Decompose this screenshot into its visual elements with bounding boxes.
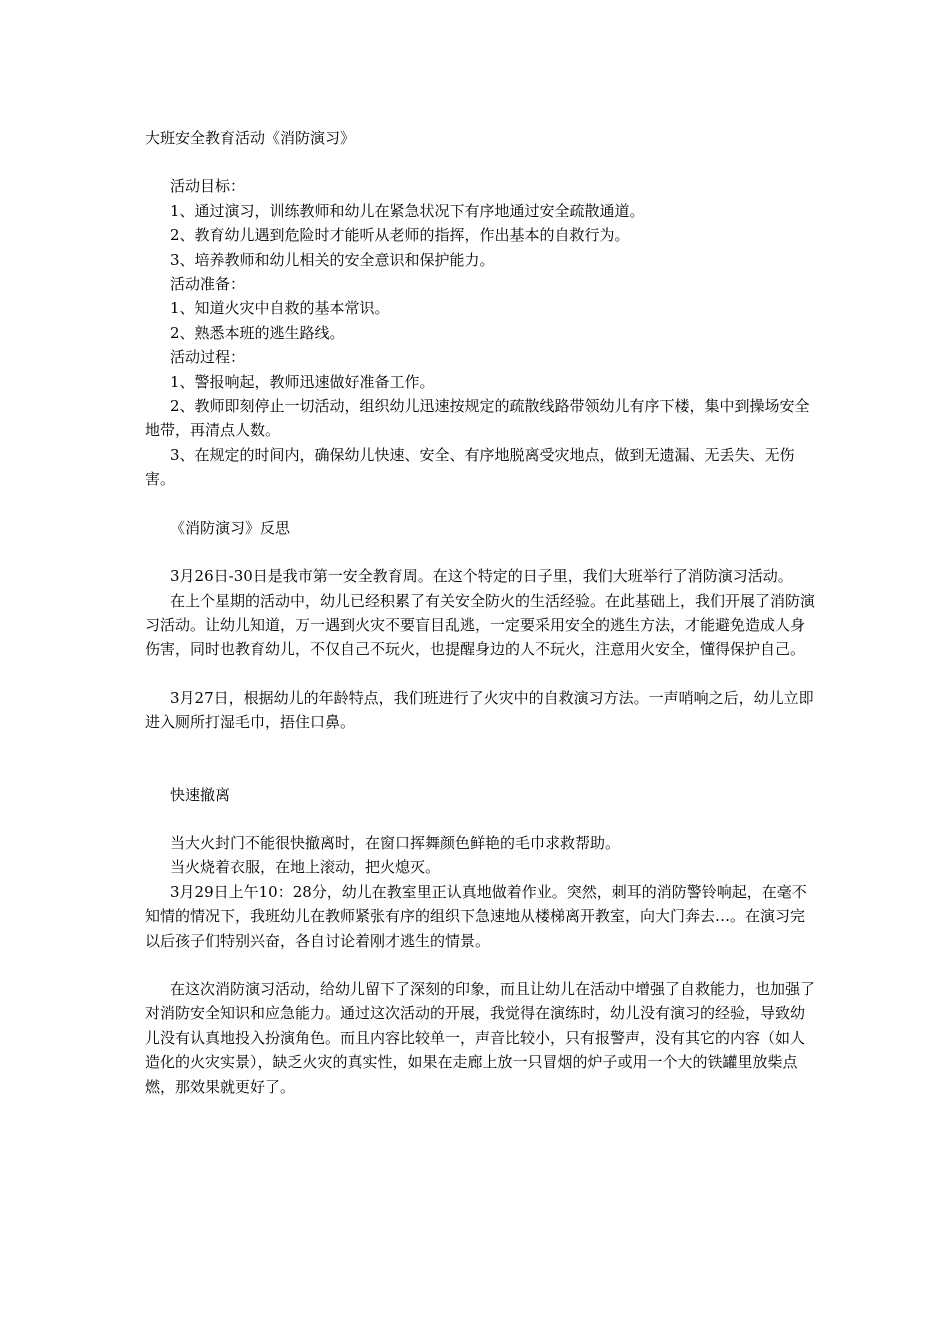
- process-item: 1、警报响起，教师迅速做好准备工作。: [170, 372, 435, 391]
- evac-paragraph: 当火烧着衣服，在地上滚动，把火熄灭。: [170, 858, 441, 877]
- prep-heading: 活动准备：: [170, 275, 246, 294]
- reflection-heading: 《消防演习》反思: [170, 518, 291, 537]
- reflection-paragraph: 在上个星期的活动中，幼儿已经积累了有关安全防火的生活经验。在此基础上，我们开展了消防演习活动。让幼儿知道，万一遇到火灾不要盲目乱逃，一定要采用安全的逃生方法，才能避免造成人身伤害，同时也教育幼儿，不仅自己不玩火，也提醒身边的人不玩火，注意用火安全，懂得保护自己。: [145, 591, 816, 659]
- evac-paragraph: 当大火封门不能很快撤离时，在窗口挥舞颜色鲜艳的毛巾求救帮助。: [170, 833, 621, 852]
- spacer: [145, 953, 815, 977]
- process-heading: 活动过程：: [170, 348, 246, 367]
- reflection-paragraph: 3月26日-30日是我市第一安全教育周。在这个特定的日子里，我们大班举行了消防演习活动。: [170, 567, 793, 586]
- spacer: [145, 492, 815, 516]
- goal-item: 2、教育幼儿遇到危险时才能听从老师的指挥，作出基本的自救行为。: [170, 226, 630, 245]
- goal-item: 3、培养教师和幼儿相关的安全意识和保护能力。: [170, 250, 495, 269]
- prep-item: 2、熟悉本班的逃生路线。: [170, 323, 345, 342]
- process-item: 3、在规定的时间内，确保幼儿快速、安全、有序地脱离受灾地点，做到无遗漏、无丢失、无伤害。: [145, 445, 795, 489]
- prep-item: 1、知道火灾中自救的基本常识。: [170, 299, 390, 318]
- spacer: [145, 662, 815, 686]
- document-title: 大班安全教育活动《消防演习》: [145, 129, 356, 147]
- process-item: 2、教师即刻停止一切活动，组织幼儿迅速按规定的疏散线路带领幼儿有序下楼，集中到操场安全地带，再清点人数。: [145, 397, 810, 440]
- spacer: [145, 807, 815, 831]
- evac-paragraph: 3月29日上午10：28分，幼儿在教室里正认真地做着作业。突然，刺耳的消防警铃响起，在毫不知情的情况下，我班幼儿在教师紧张有序的组织下急速地从楼梯离开教室，向大门奔去…。在演习完以后孩子们特别兴奋，各自讨论着刚才逃生的情景。: [145, 882, 807, 950]
- goal-heading: 活动目标：: [170, 177, 246, 196]
- spacer: [145, 735, 815, 783]
- evac-heading: 快速撤离: [170, 785, 231, 804]
- conclusion-paragraph: 在这次消防演习活动，给幼儿留下了深刻的印象，而且让幼儿在活动中增强了自救能力，也加强了对消防安全知识和应急能力。通过这次活动的开展，我觉得在演练时，幼儿没有演习的经验，导致幼儿没有认真地投入扮演角色。而且内容比较单一，声音比较小，只有报警声，没有其它的内容（如人造化的火灾实景），缺乏火灾的真实性，如果在走廊上放一只冒烟的炉子或用一个大的铁罐里放柴点燃，那效果就更好了。: [145, 979, 816, 1096]
- document-body: [145, 126, 815, 1099]
- reflection-paragraph: 3月27日，根据幼儿的年龄特点，我们班进行了火灾中的自救演习方法。一声哨响之后，幼儿立即进入厕所打湿毛巾，捂住口鼻。: [145, 688, 814, 732]
- goal-item: 1、通过演习，训练教师和幼儿在紧急状况下有序地通过安全疏散通道。: [170, 201, 645, 220]
- spacer: [145, 540, 815, 564]
